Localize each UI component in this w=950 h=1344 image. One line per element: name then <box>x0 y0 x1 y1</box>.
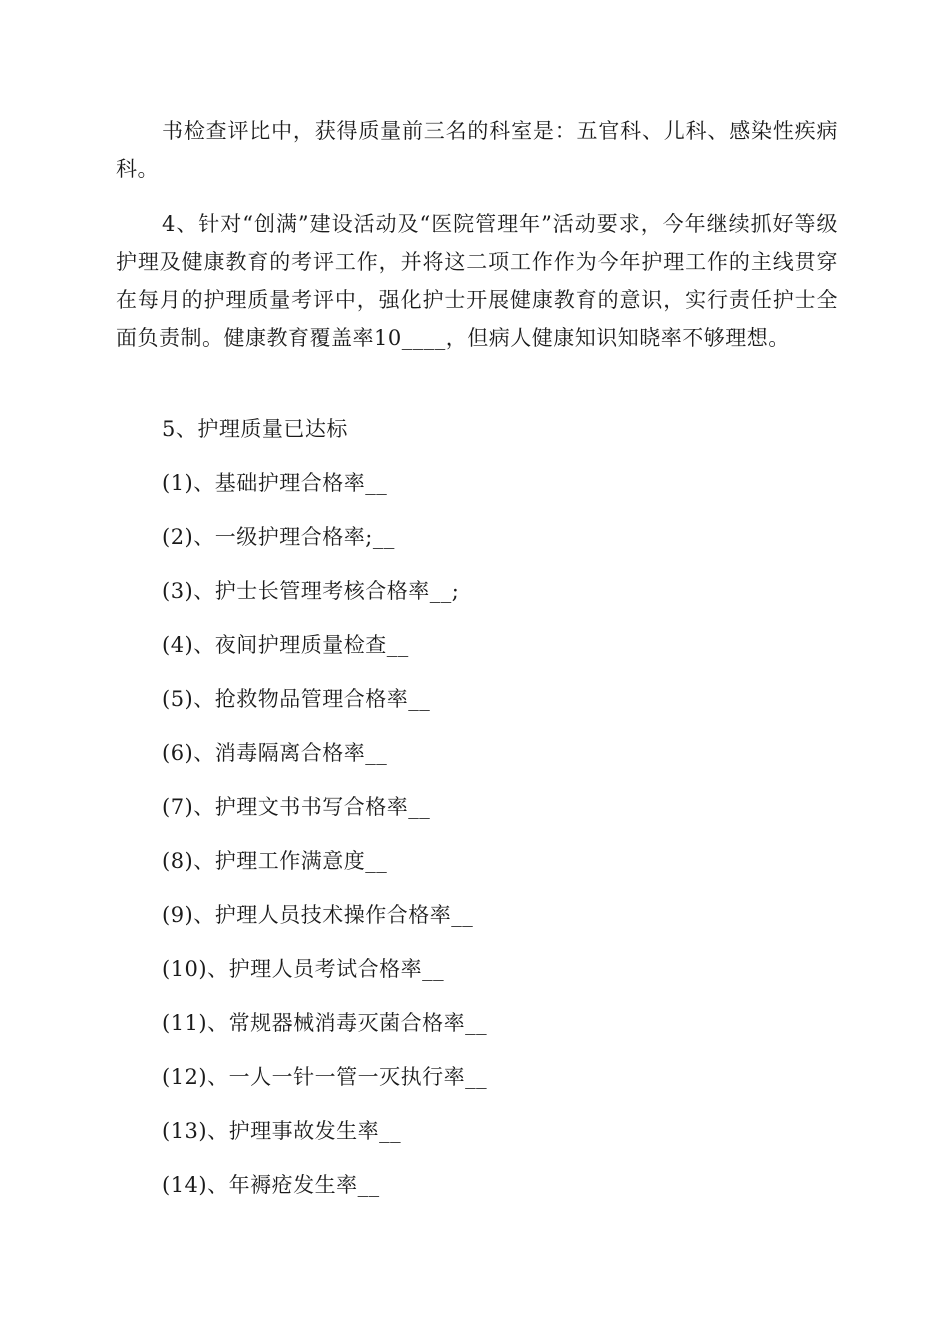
list-item: (4)、夜间护理质量检查__ <box>162 633 409 657</box>
list-item: (1)、基础护理合格率__ <box>162 471 388 495</box>
list-item: (13)、护理事故发生率__ <box>162 1119 402 1143</box>
list-item: (11)、常规器械消毒灭菌合格率__ <box>162 1011 488 1035</box>
list-item: (14)、年褥疮发生率__ <box>162 1173 380 1197</box>
paragraph-health-education: 4、针对“创满”建设活动及“医院管理年”活动要求，今年继续抓好等级护理及健康教育的考评工作，并将这二项工作作为今年护理工作的主线贯穿在每月的护理质量考评中，强化护士开展健康教育的意识，实行责任护士全面负责制。健康教育覆盖率10____，但病人健康知识知晓率不够理想。 <box>116 212 838 350</box>
list-item: (7)、护理文书书写合格率__ <box>162 795 431 819</box>
section-heading-quality-standards: 5、护理质量已达标 <box>162 417 348 441</box>
paragraph-dept-ranking: 书检查评比中，获得质量前三名的科室是：五官科、儿科、感染性疾病科。 <box>116 119 838 181</box>
list-item: (10)、护理人员考试合格率__ <box>162 957 445 981</box>
list-item: (3)、护士长管理考核合格率__; <box>162 579 460 603</box>
list-item: (8)、护理工作满意度__ <box>162 849 388 873</box>
list-item: (6)、消毒隔离合格率__ <box>162 741 388 765</box>
list-item: (2)、一级护理合格率;__ <box>162 525 395 549</box>
list-item: (9)、护理人员技术操作合格率__ <box>162 903 474 927</box>
list-item: (12)、一人一针一管一灭执行率__ <box>162 1065 488 1089</box>
list-item: (5)、抢救物品管理合格率__ <box>162 687 431 711</box>
